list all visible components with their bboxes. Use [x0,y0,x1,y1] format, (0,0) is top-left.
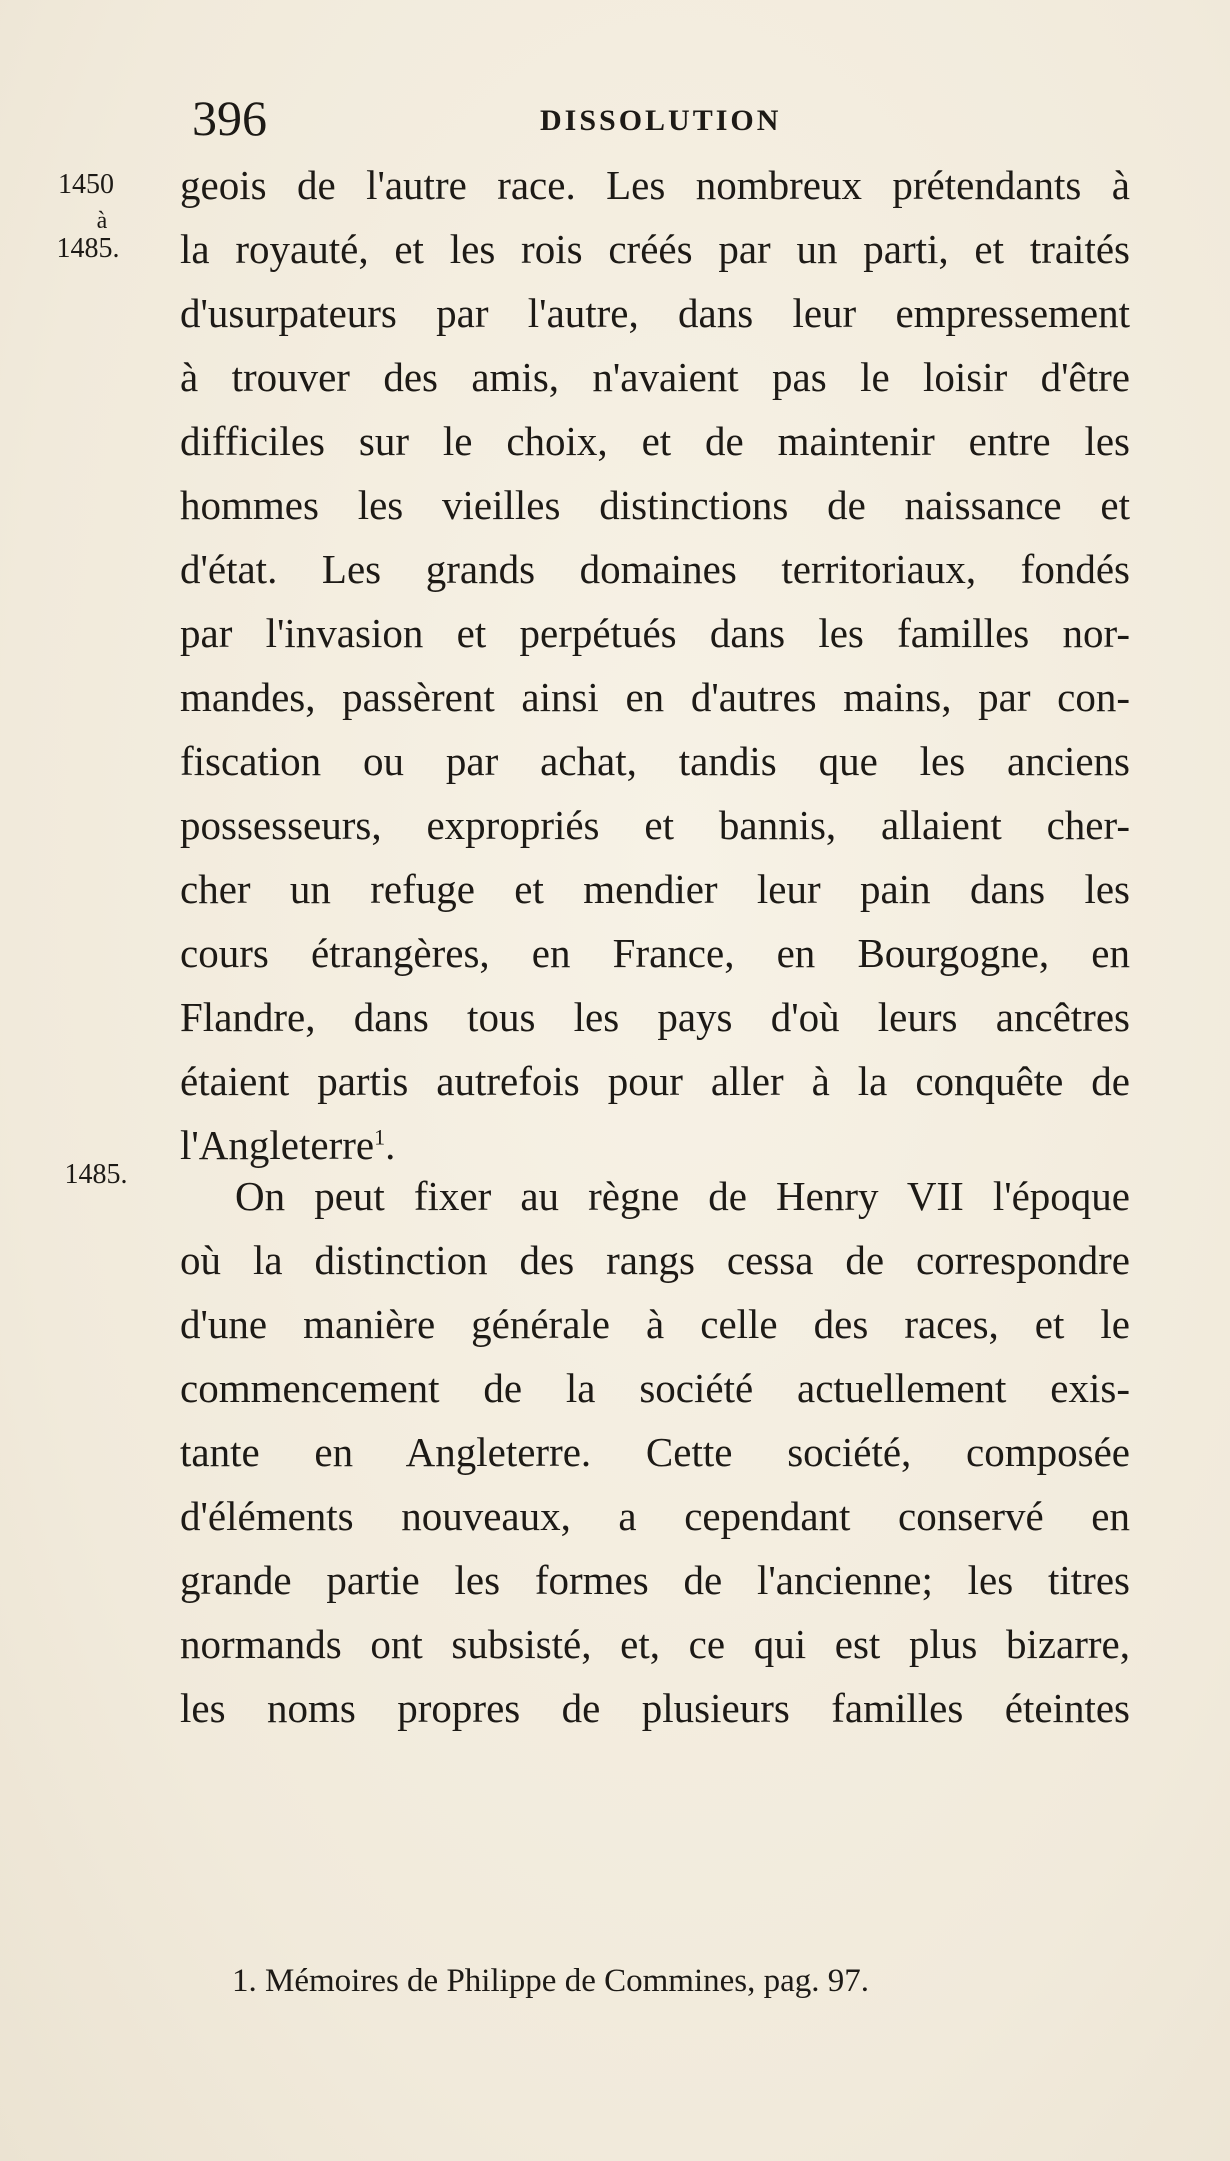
running-title: DISSOLUTION [540,104,782,137]
text-line: étaient partis autrefois pour aller à la conquête de [180,1058,1130,1104]
footnote: 1. Mémoires de Philippe de Commines, pag. 97. [232,1963,870,1999]
text-line: grande partie les formes de l'ancienne; les titres [180,1557,1130,1603]
text-line: geois de l'autre race. Les nombreux prétendants à [180,162,1130,208]
margin-date-second: 1485. [64,1159,128,1190]
text-line: normands ont subsisté, et, ce qui est plus bizarre, [180,1621,1130,1667]
margin-date-a: à [96,208,108,234]
text-line: où la distinction des rangs cessa de correspondre [180,1237,1130,1283]
text-line: d'une manière générale à celle des races, et le [180,1301,1130,1347]
text-line: tante en Angleterre. Cette société, composée [180,1429,1130,1475]
text-line: à trouver des amis, n'avaient pas le loisir d'être [180,354,1130,400]
margin-date-start: 1450 [58,169,114,200]
text-line: cher un refuge et mendier leur pain dans les [180,866,1130,912]
text-line: Flandre, dans tous les pays d'où leurs ancêtres [180,994,1130,1040]
text-line: difficiles sur le choix, et de maintenir entre les [180,418,1130,464]
text-line: mandes, passèrent ainsi en d'autres mains, par con- [180,674,1130,720]
text-line: possesseurs, expropriés et bannis, allaient cher- [180,802,1130,848]
text-line: fiscation ou par achat, tandis que les anciens [180,738,1130,784]
text-fragment: l'Angleterre [180,1122,375,1168]
text-line: d'état. Les grands domaines territoriaux, fondés [180,546,1130,592]
page-header [180,88,1130,158]
text-line: commencement de la société actuellement exis- [180,1365,1130,1411]
margin-date-end: 1485. [56,233,120,264]
footnote-ref: 1 [374,1124,386,1150]
text-fragment: . [385,1122,396,1168]
text-line: par l'invasion et perpétués dans les familles nor- [180,610,1130,656]
text-line: On peut fixer au règne de Henry VII l'époque [235,1173,1130,1219]
text-line: la royauté, et les rois créés par un parti, et traités [180,226,1130,272]
text-line: cours étrangères, en France, en Bourgogne, en [180,930,1130,976]
text-line: d'usurpateurs par l'autre, dans leur empressement [180,290,1130,336]
page-number: 396 [192,90,267,146]
text-line: hommes les vieilles distinctions de naissance et [180,482,1130,528]
text-line: d'éléments nouveaux, a cependant conservé en [180,1493,1130,1539]
text-line: les noms propres de plusieurs familles éteintes [180,1685,1130,1731]
